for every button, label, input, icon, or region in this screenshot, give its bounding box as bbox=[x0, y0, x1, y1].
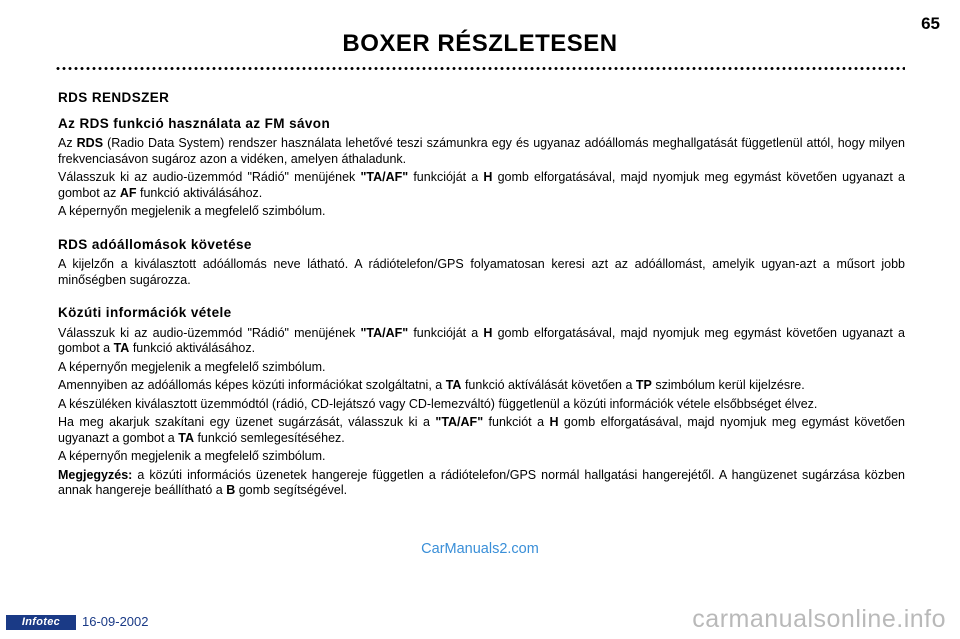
paragraph: Ha meg akarjuk szakítani egy üzenet sugárzását, válasszuk ki a "TA/AF" funkciót a H gomb elforgatásával, majd nyomjuk meg egymást követően ugyanazt a gombot a TA funkció semlegesítéséhez. bbox=[58, 415, 905, 445]
main-content bbox=[58, 90, 905, 502]
watermark-carmanuals2: CarManuals2.com bbox=[421, 541, 539, 557]
heading-rds-fm: Az RDS funkció használata az FM sávon bbox=[58, 115, 331, 131]
paragraph: Válasszuk ki az audio-üzemmód "Rádió" menüjének "TA/AF" funkcióját a H gomb elforgatásával, majd nyomjuk meg egymást követően ugyanazt a gombot a TA funkció aktiválásához. bbox=[58, 325, 905, 355]
paragraph: Az RDS (Radio Data System) rendszer használata lehetővé teszi számunkra egy és ugyanaz adóállomás meghallgatását függetlenül attól, hogy milyen frekvenciasávon sugároz azon a vidéken, amelyen áthaladunk. bbox=[58, 136, 905, 166]
page-title: BOXER RÉSZLETESEN bbox=[342, 30, 618, 57]
paragraph: A képernyőn megjelenik a megfelelő szimbólum. bbox=[58, 204, 326, 218]
paragraph: A kijelzőn a kiválasztott adóállomás neve látható. A rádiótelefon/GPS folyamatosan keresi azt az adóállomást, amelyik ugyan-azt a műsort jobb minőségben sugározza. bbox=[58, 257, 905, 287]
dotted-divider bbox=[55, 66, 905, 71]
paragraph: Válasszuk ki az audio-üzemmód "Rádió" menüjének "TA/AF" funkcióját a H gomb elforgatásával, majd nyomjuk meg egymást követően ugyanazt a gombot az AF funkció aktiválásához. bbox=[58, 170, 905, 200]
paragraph: Amennyiben az adóállomás képes közúti információkat szolgáltatni, a TA funkció aktíválását követően a TP szimbólum kerül kijelzésre. bbox=[58, 378, 805, 392]
page-number: 65 bbox=[921, 14, 940, 33]
paragraph: A készüléken kiválasztott üzemmódtól (rádió, CD-lejátszó vagy CD-lemezváltó) függetlenül a közúti információk vétele elsőbbséget élvez. bbox=[58, 396, 818, 411]
watermark-carmanualsonline: carmanualsonline.info bbox=[692, 605, 946, 633]
heading-station-tracking: RDS adóállomások követése bbox=[58, 236, 252, 252]
heading-traffic-info: Közúti információk vétele bbox=[58, 305, 232, 320]
note-paragraph: Megjegyzés: a közúti információs üzenetek hangereje független a rádiótelefon/GPS normál hallgatási hangerejétől. A hangüzenet sugárzása közben annak hangereje beállítható a B gomb segítségével. bbox=[58, 467, 905, 497]
paragraph: A képernyőn megjelenik a megfelelő szimbólum. bbox=[58, 449, 326, 463]
infotec-logo: Infotec bbox=[6, 615, 76, 630]
paragraph: A képernyőn megjelenik a megfelelő szimbólum. bbox=[58, 359, 326, 374]
footer-date: 16-09-2002 bbox=[82, 614, 149, 629]
section-title: RDS RENDSZER bbox=[58, 90, 170, 105]
